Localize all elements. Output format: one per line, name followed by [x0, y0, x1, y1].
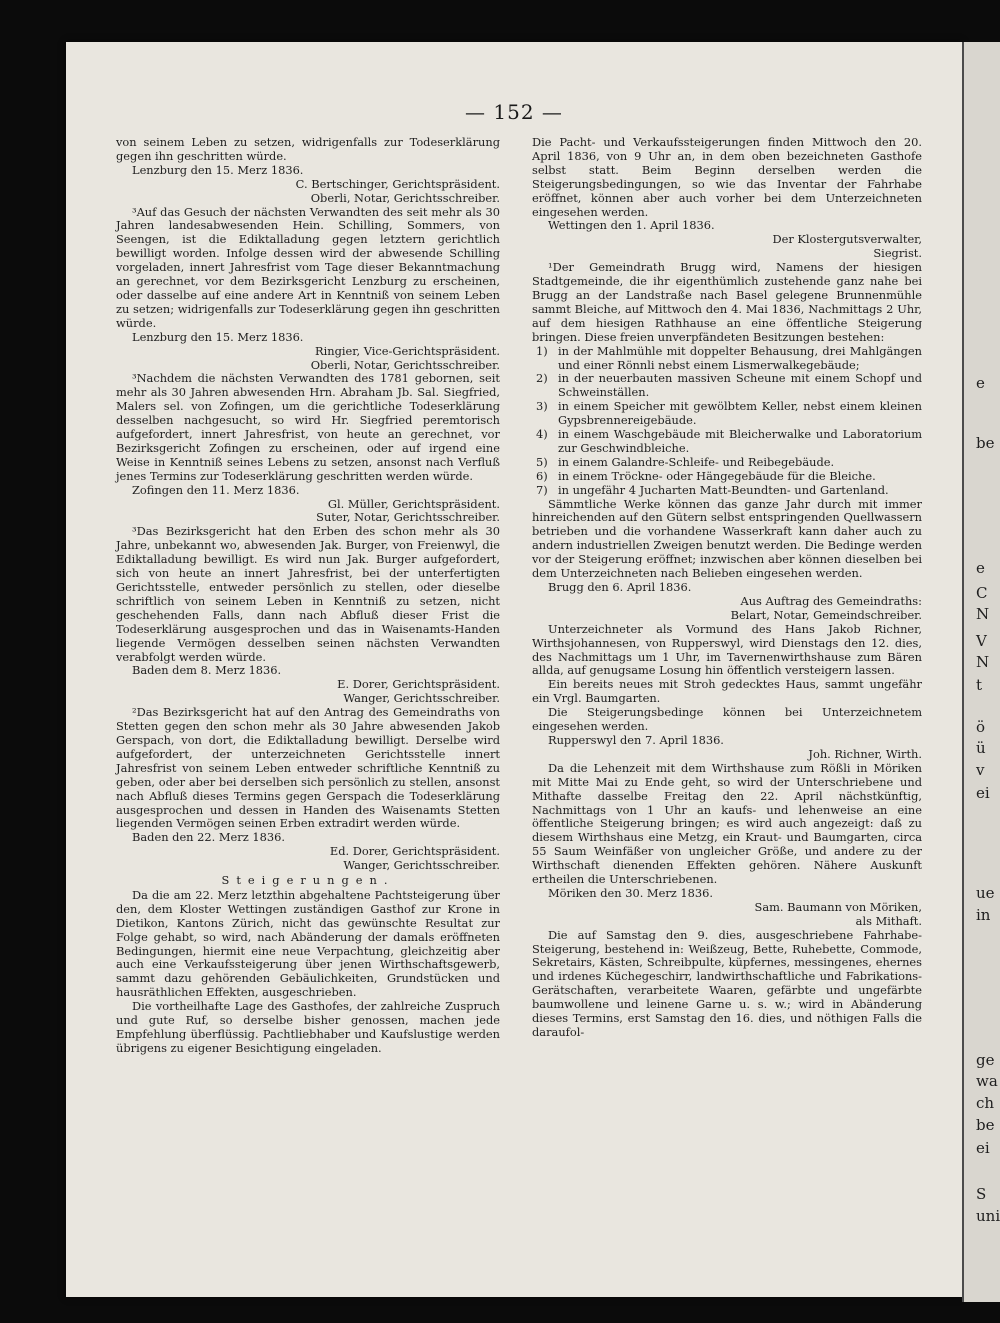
signature-line: Wanger, Gerichtsschreiber.: [343, 858, 500, 873]
signature-line: E. Dorer, Gerichtspräsident.: [337, 677, 500, 692]
signature-line: Ringier, Vice-Gerichtspräsident.: [315, 343, 500, 358]
signature-line: Sam. Baumann von Möriken,: [754, 899, 922, 914]
list-item-number: 1): [536, 343, 548, 358]
list-item: [532, 345, 922, 373]
edge-text-fragment: ö: [976, 718, 986, 736]
paragraph: Lenzburg den 15. Merz 1836.: [132, 329, 304, 344]
paragraph: ²Das Bezirksgericht hat auf den Antrag des Gemeindraths von Stetten gegen den schon mehr als 30 Jahre abwesenden Jakob Gerspach, von dort, die Ediktalladung bewilligt. Derselbe wird aufgefordert, der unterzeichneten Gerichtsstelle innert Jahresfrist von seinem Leben entweder schriftliche Kenntniß zu geben, oder aber bei derselben sich persönlich zu stellen, ansonst nach Abfluß dieses Termins gegen Gerspach die Todeserklärung ausgesprochen und dessen in Handen des Waisenamts Stetten liegenden Vermögen seinen Erben extradirt werden würde.: [116, 705, 500, 831]
paragraph: Unterzeichneter als Vormund des Hans Jakob Richner, Wirthsjohannesen, von Rupperswyl, wird Dienstags den 12. dies, des Nachmittags um 1 Uhr, im Tavernenwirthshause zum Bären allda, auf genugsame Losung hin öffentlich versteigern lassen.: [532, 621, 922, 678]
signature-line: Wanger, Gerichtsschreiber.: [343, 691, 500, 706]
paragraph: Wettingen den 1. April 1836.: [548, 218, 715, 233]
newspaper-page: [66, 42, 962, 1297]
list-item: [532, 484, 922, 498]
right-column: [532, 136, 922, 1040]
edge-text-fragment: V: [976, 632, 987, 650]
edge-text-fragment: ch: [976, 1094, 995, 1112]
edge-text-fragment: wa: [976, 1072, 998, 1090]
paragraph: Möriken den 30. Merz 1836.: [548, 885, 714, 900]
list-item: [532, 456, 922, 470]
paragraph: von seinem Leben zu setzen, widrigenfalls zur Todeserklärung gegen ihn geschritten würde.: [116, 135, 500, 163]
edge-text-fragment: ge: [976, 1051, 995, 1069]
signature-line: Suter, Notar, Gerichtsschreiber.: [316, 510, 500, 525]
section-heading: Steigerungen.: [221, 873, 395, 888]
paragraph: Zofingen den 11. Merz 1836.: [132, 482, 300, 497]
signature-line: C. Bertschinger, Gerichtspräsident.: [295, 176, 500, 191]
list-item-number: 5): [536, 454, 548, 469]
signature-line: Oberli, Notar, Gerichtsschreiber.: [310, 190, 500, 205]
paragraph: Da die Lehenzeit mit dem Wirthshause zum Rößli in Möriken mit Mitte Mai zu Ende geht, so wird der Unterschriebene und Mithafte dasselbe Freitag den 22. April nächstkünftig, Nachmittags von 1 Uhr an kaufs- und lehenweise an eine öffentliche Steigerung bringen; es wird auch angezeigt: daß zu diesem Wirthshaus eine Metzg, ein Kraut- und Baumgarten, circa 55 Saum Weinfäßer von ungleicher Größe, und andere zu der Wirthschaft dienenden Effekten gehören. Nähere Auskunft ertheilen die Unterschriebenen.: [532, 760, 922, 887]
list-item: [532, 428, 922, 456]
signature-line: Aus Auftrag des Gemeindraths:: [740, 593, 922, 608]
signature-line: Ed. Dorer, Gerichtspräsident.: [329, 844, 500, 859]
signature-line: als Mithaft.: [855, 913, 922, 928]
list-item-number: 2): [536, 371, 548, 386]
paragraph: Brugg den 6. April 1836.: [548, 580, 692, 594]
paragraph: Baden dem 8. Merz 1836.: [132, 663, 282, 678]
list-item-number: 6): [536, 468, 548, 483]
list-item: [532, 372, 922, 400]
paragraph: Die auf Samstag den 9. dies, ausgeschriebene Fahrhabe-Steigerung, bestehend in: Weißzeug, Bette, Ruhebette, Commode, Sekretairs, Kästen, Schreibpulte, küpfernes, messingenes, ehernes und irdenes Küchegeschirr, landwirthschaftliche und Fabrikations-Gerätschaften, verarbeitete Waaren, gefärbte und ungefärbte baumwollene und leinene Garne u. s. w.; wird in Abänderung dieses Termins, erst Samstag den 16. dies, und nöthigen Falls die daraufol-: [532, 927, 922, 1039]
edge-text-fragment: e: [976, 559, 985, 577]
edge-text-fragment: in: [976, 906, 991, 924]
edge-text-fragment: S: [976, 1185, 987, 1203]
paragraph: Die Pacht- und Verkaufssteigerungen finden Mittwoch den 20. April 1836, von 9 Uhr an, in dem oben bezeichneten Gasthofe selbst statt. Beim Beginn derselben werden die Steigerungsbedingungen, so wie das Inventar der Fahrhabe eröffnet, können aber auch vorher bei dem Unterzeichneten eingesehen werden.: [532, 135, 922, 219]
paragraph: Die vortheilhafte Lage des Gasthofes, der zahlreiche Zuspruch und gute Ruf, so derselbe bisher genossen, machen jede Empfehlung überflüssig. Pachtliebhaber und Kaufslustige werden übrigens zu eigener Besichtigung eingeladen.: [116, 999, 500, 1055]
list-item-text: in einem Waschgebäude mit Bleicherwalke und Laboratorium zur Geschwindbleiche.: [558, 427, 922, 455]
list-item-text: in der Mahlmühle mit doppelter Behausung, drei Mahlgängen und einer Rönnli nebst einem Lismerwalkegebäude;: [558, 343, 922, 372]
list-item-number: 3): [536, 399, 548, 414]
edge-text-fragment: be: [976, 1116, 995, 1134]
page-number: — 152 —: [465, 100, 563, 124]
paragraph: ¹Der Gemeindrath Brugg wird, Namens der hiesigen Stadtgemeinde, die ihr eigenthümlich zustehende ganz nahe bei Brugg an der Landstraße nach Basel gelegene Brunnenmühle sammt Bleiche, auf Mittwoch den 4. Mai 1836, Nachmittags 2 Uhr, auf dem hiesigen Rathhause an eine öffentliche Steigerung bringen. Diese freien unverpfändeten Besitzungen bestehen:: [532, 260, 922, 344]
list-item-text: in einem Galandre-Schleife- und Reibegebäude.: [558, 454, 835, 469]
paragraph: Lenzburg den 15. Merz 1836.: [132, 162, 304, 177]
signature-line: Belart, Notar, Gemeindschreiber.: [730, 607, 922, 622]
adjacent-page-edge: [962, 42, 1000, 1302]
edge-text-fragment: ei: [976, 784, 990, 802]
paragraph: Rupperswyl den 7. April 1836.: [548, 732, 724, 747]
paragraph: Baden den 22. Merz 1836.: [132, 830, 285, 845]
edge-text-fragment: be: [976, 434, 995, 452]
edge-text-fragment: ei: [976, 1139, 990, 1157]
edge-text-fragment: uni: [976, 1207, 1000, 1225]
edge-text-fragment: C: [976, 584, 988, 602]
paragraph: Sämmtliche Werke können das ganze Jahr durch mit immer hinreichenden auf den Gütern selbst entspringenden Quellwassern betrieben und die vorhandene Wasserkraft kann daher auch zu andern industriellen Zweigen benutzt werden. Die Bedinge werden vor der Steigerung eröffnet; inzwischen aber können dieselben bei dem Unterzeichneten nach Belieben eingesehen werden.: [532, 496, 922, 581]
signature-line: Joh. Richner, Wirth.: [808, 746, 922, 761]
list-item-text: in einem Speicher mit gewölbtem Keller, nebst einem kleinen Gypsbrennereigebäude.: [558, 399, 922, 428]
signature-line: Oberli, Notar, Gerichtsschreiber.: [310, 357, 500, 372]
numbered-list: [532, 345, 922, 498]
list-item-text: in der neuerbauten massiven Scheune mit einem Schopf und Schweinställen.: [558, 371, 922, 400]
edge-text-fragment: ü: [976, 739, 986, 757]
edge-text-fragment: e: [976, 374, 985, 392]
signature-line: Gl. Müller, Gerichtspräsident.: [327, 496, 500, 511]
list-item-number: 4): [536, 427, 548, 442]
paragraph: ³Auf das Gesuch der nächsten Verwandten des seit mehr als 30 Jahren landesabwesenden Hein. Schilling, Sommers, von Seengen, ist die Ediktalladung gegen letztern gerichtlich bewilligt worden. Infolge dessen wird der abwesende Schilling vorgeladen, innert Jahresfrist vom Tage dieser Bekanntmachung an gerechnet, vor dem Bezirksgericht Lenzburg zu erscheinen, oder dasselbe auf eine andere Art in Kenntniß von seinem Leben zu setzen; widrigenfalls zur Todeserklärung gegen ihn geschritten würde.: [116, 204, 500, 330]
paragraph: Da die am 22. Merz letzthin abgehaltene Pachtsteigerung über den, dem Kloster Wettingen zuständigen Gasthof zur Krone in Dietikon, Kantons Zürich, nicht das gewünschte Resultat zur Folge gehabt, so wird, nach Abänderung der damals eröffneten Bedingungen, hiermit eine neue Verpachtung, gleichzeitig aber auch eine Verkaufssteigerung über jenen Wirthschaftsgewerb, sammt dazu gehörenden Gebäulichkeiten, Grundstücken und hausräthlichen Effekten, ausgeschrieben.: [116, 887, 500, 1000]
edge-text-fragment: v: [976, 761, 985, 779]
paragraph: Ein bereits neues mit Stroh gedecktes Haus, sammt ungefähr ein Vrgl. Baumgarten.: [532, 677, 922, 706]
left-column: [116, 136, 500, 1056]
list-item-text: in ungefähr 4 Jucharten Matt-Beundten- und Gartenland.: [558, 482, 889, 497]
list-item-text: in einem Tröckne- oder Hängegebäude für die Bleiche.: [558, 468, 876, 483]
paragraph: ³Nachdem die nächsten Verwandten des 1781 gebornen, seit mehr als 30 Jahren abwesenden Hrn. Abraham Jb. Sal. Siegfried, Malers sel. von Zofingen, um die gerichtliche Todeserklärung desselben nachgesucht, so wird Hr. Siegfried peremtorisch aufgefordert, innert Jahresfrist, von heute an gerechnet, vor Bezirksgericht Zofingen zu erscheinen, oder auf irgend eine Weise in Kenntniß seines Lebens zu setzen, ansonst nach Verfluß jenes Termins zur Todeserklärung geschritten werden würde.: [116, 371, 500, 483]
edge-text-fragment: N: [976, 653, 990, 671]
edge-text-fragment: N: [976, 605, 990, 623]
list-item-number: 7): [536, 482, 548, 497]
paragraph: ³Das Bezirksgericht hat den Erben des schon mehr als 30 Jahre, unbekannt wo, abwesenden Jak. Burger, von Freienwyl, die Ediktalladung bewilligt. Es wird nun Jak. Burger aufgefordert, sich von heute an innert Jahresfrist, bei der unterfertigten Gerichtsstelle, entweder persönlich zu stellen, oder dieselbe schriftlich von seinem Leben in Kenntniß zu setzen, nicht geschehenden Falls, dann nach Abfluß dieser Frist die Todeserklärung ausgesprochen und das in Waisenamts-Handen liegende Vermögen desselben seinen nächsten Verwandten verabfolgt werden würde.: [116, 524, 500, 664]
edge-text-fragment: t: [976, 676, 983, 694]
list-item: [532, 470, 922, 484]
edge-text-fragment: ue: [976, 884, 995, 902]
signature-line: Der Klostergutsverwalter,: [772, 232, 922, 247]
paragraph: Die Steigerungsbedinge können bei Unterzeichnetem eingesehen werden.: [532, 705, 922, 734]
list-item: [532, 400, 922, 428]
signature-line: Siegrist.: [873, 246, 922, 261]
